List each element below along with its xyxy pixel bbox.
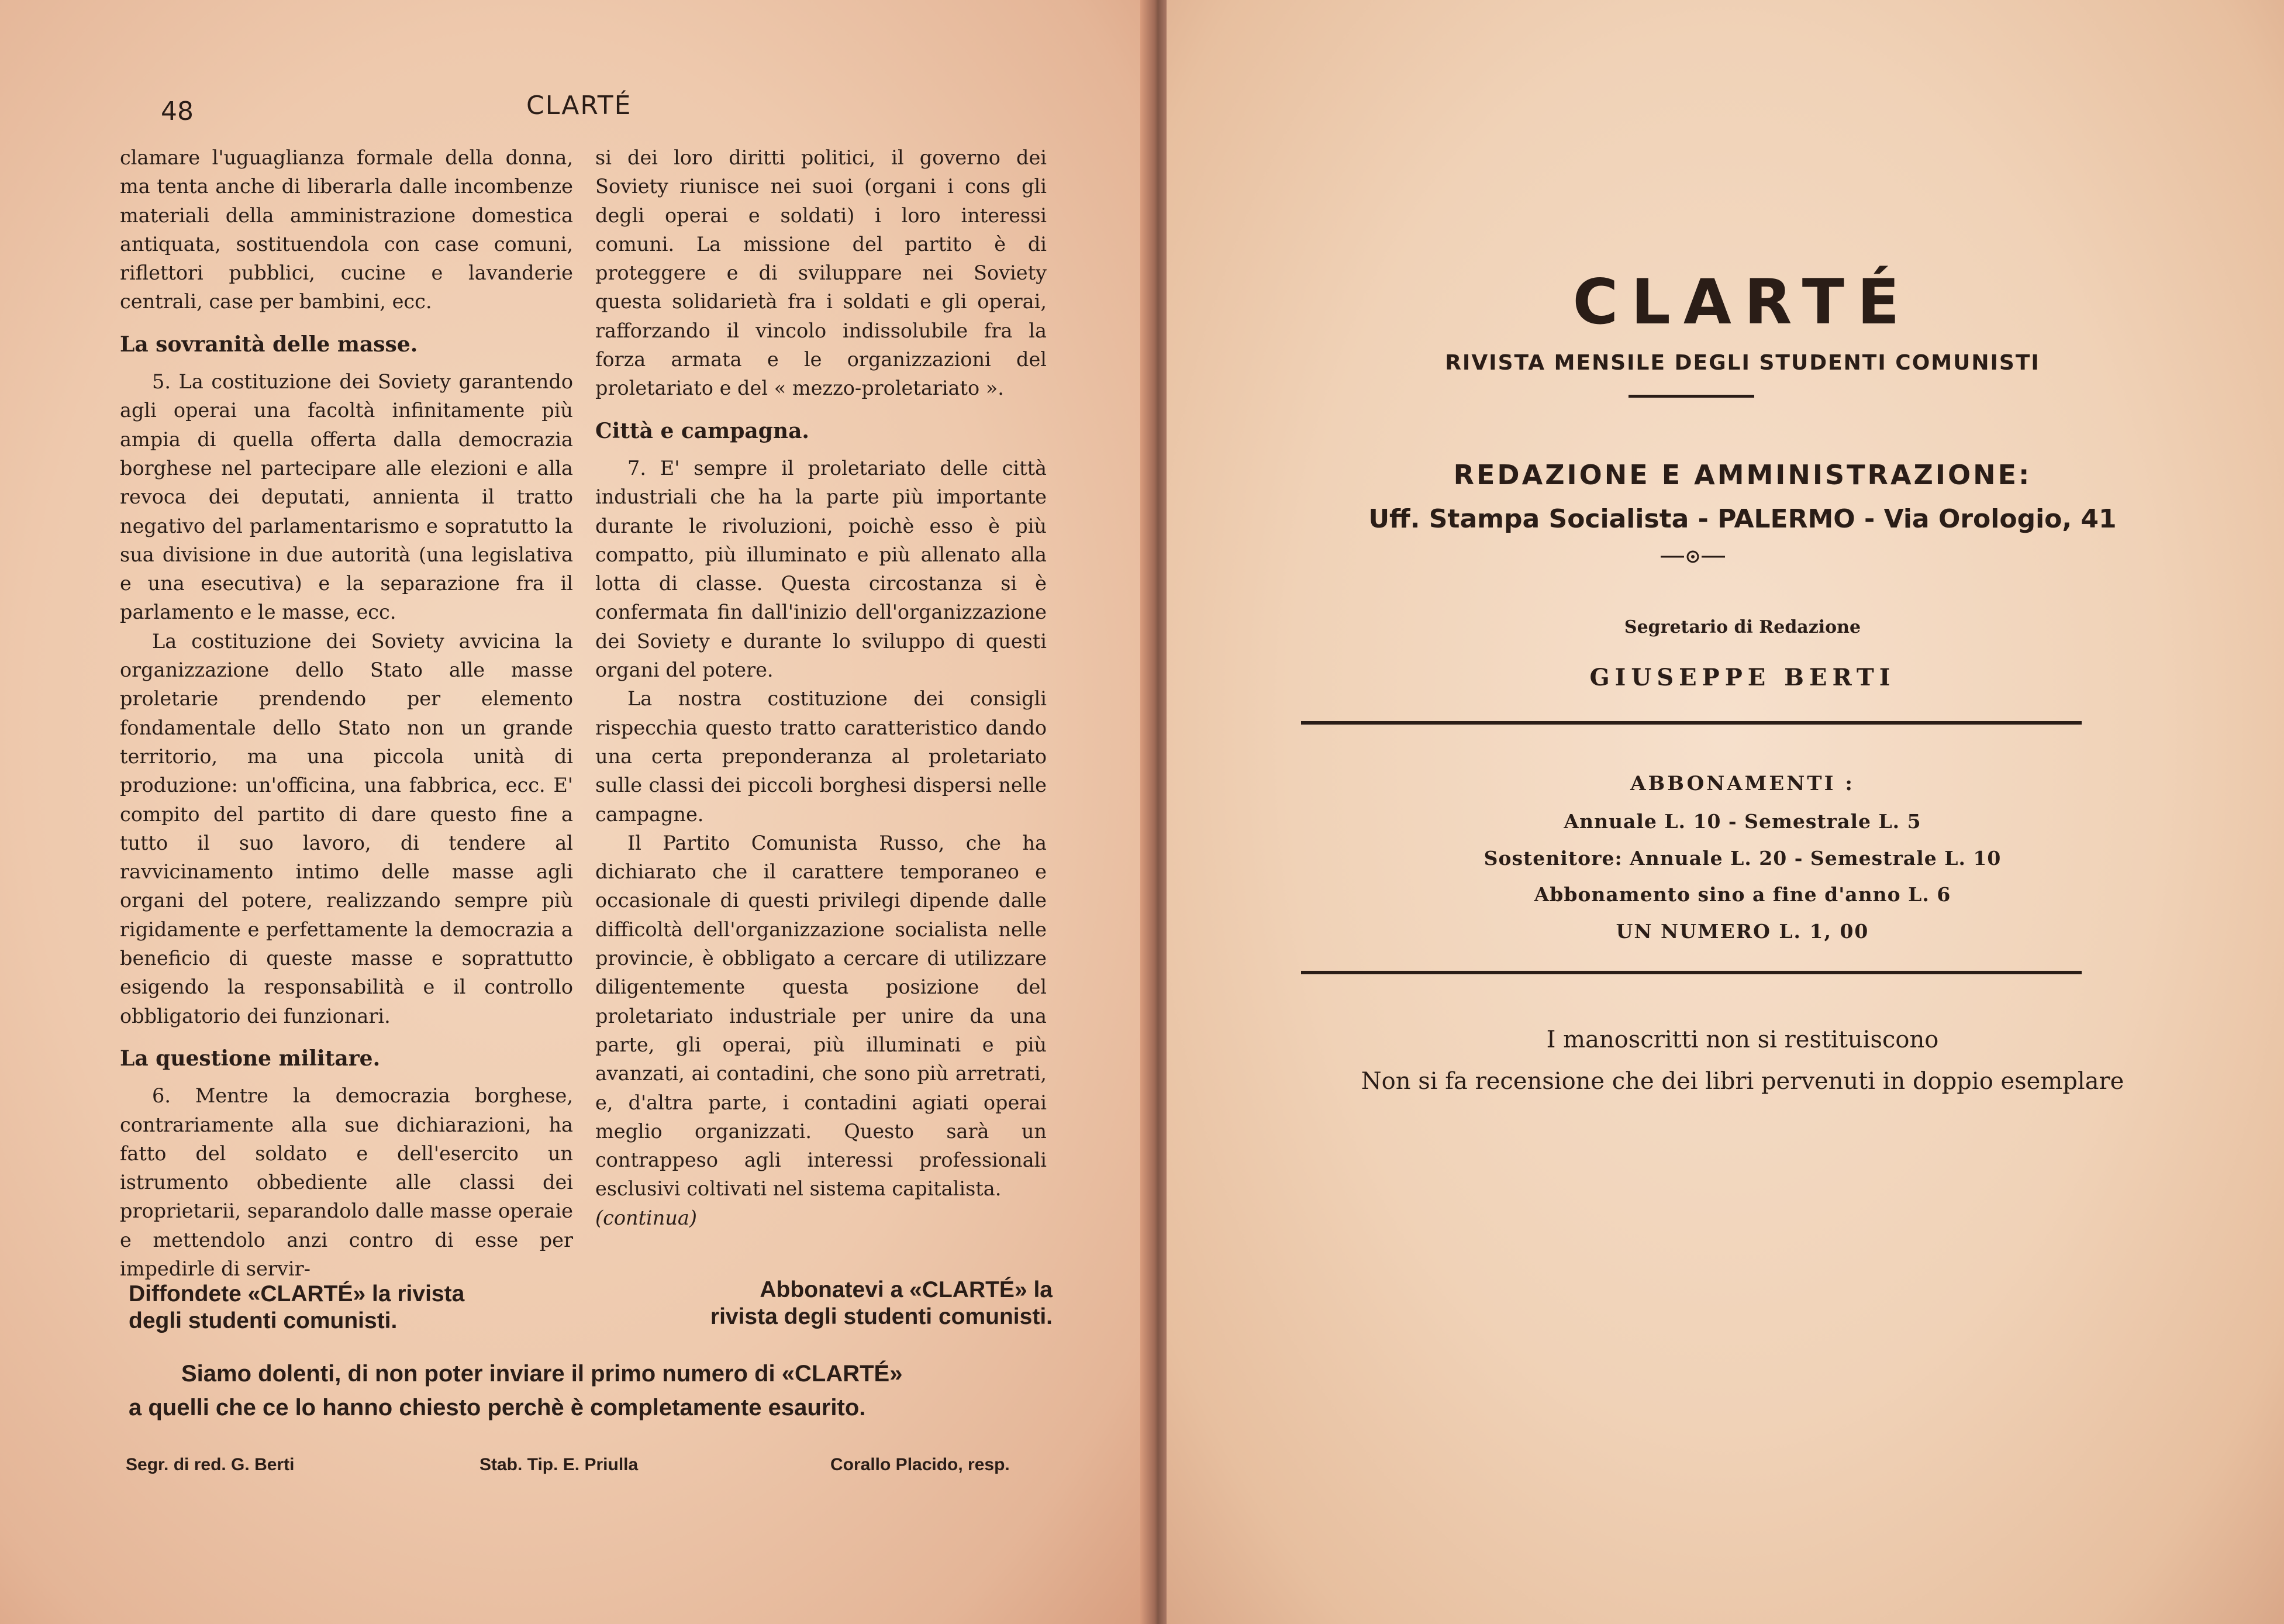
notice-spread bbox=[129, 1281, 573, 1335]
review-note: Non si fa recensione che dei libri pervenuti in doppio esemplare bbox=[1361, 1068, 2124, 1095]
magazine-title: CLARTÉ bbox=[1572, 266, 1913, 338]
magazine-subtitle: RIVISTA MENSILE DEGLI STUDENTI COMUNISTI bbox=[1445, 351, 2040, 375]
editorial-heading: REDAZIONE E AMMINISTRAZIONE: bbox=[1453, 459, 2032, 491]
continued-note: (continua) bbox=[595, 1206, 697, 1229]
divider-top bbox=[1301, 721, 2082, 725]
section-heading: La questione militare. bbox=[120, 1046, 381, 1071]
notice-subscribe bbox=[607, 1277, 1053, 1330]
page-number: 48 bbox=[161, 96, 194, 126]
footer-editor: Segr. di red. G. Berti bbox=[126, 1455, 295, 1474]
footer-printer: Stab. Tip. E. Priulla bbox=[479, 1455, 639, 1474]
secretary-label: Segretario di Redazione bbox=[1624, 617, 1861, 637]
notice-sold-out bbox=[129, 1357, 1055, 1425]
paragraph: 5. La costituzione dei Soviety garantendo agli operai una facoltà infinitamente più ampia di quella offerta dalla democrazia borghese nel partecipare alle elezioni e alla revoca dei deputati, annienta il tratto negativo del parlamentarismo e sopratutto la sua divisione in due autorità (una legislativa e una esecutiva) e la separazione fra il parlamento e le masse, ecc. bbox=[120, 370, 573, 624]
editorial-address: Uff. Stampa Socialista - PALERMO - Via Orologio, 41 bbox=[1368, 504, 2117, 534]
section-heading: La sovranità delle masse. bbox=[120, 332, 418, 357]
secretary-name: GIUSEPPE BERTI bbox=[1589, 664, 1896, 691]
notice-sold-out-line-1: Siamo dolenti, di non poter inviare il primo numero di «CLARTÉ» bbox=[181, 1361, 903, 1387]
subscription-annual: Annuale L. 10 - Semestrale L. 5 bbox=[1564, 810, 1921, 833]
paragraph: La nostra costituzione dei consigli rispecchia questo tratto caratteristico dando una certa preponderanza al proletariato sulle classi dei piccoli borghesi dispersi nelle campagne. bbox=[595, 687, 1047, 826]
footer-responsible: Corallo Placido, resp. bbox=[830, 1455, 1010, 1474]
ornament-icon bbox=[1661, 548, 1725, 566]
paragraph: 6. Mentre la democrazia borghese, contrariamente alla sue dichiarazioni, ha fatto del soldato e dell'esercito un istrumento obbediente alle classi dei proprietarii, separandolo dalle masse operaie e mettendolo anzi contro di esse per impedirle di servir- bbox=[120, 1084, 573, 1280]
paragraph: 7. E' sempre il proletariato delle città industriali che ha la parte più importante durante le rivoluzioni, poichè esso è più compatto, più illuminato e più allenato alla lotta di classe. Questa circostanza si è confermata fin dall'inizio dell'organizzazione dei Soviety e durante lo sviluppo di questi organi del potere. bbox=[595, 456, 1047, 682]
running-head: CLARTÉ bbox=[526, 91, 632, 120]
notice-subscribe-line-1: Abbonatevi a «CLARTÉ» la bbox=[760, 1277, 1053, 1302]
title-underline bbox=[1629, 395, 1754, 398]
paragraph: si dei loro diritti politici, il governo dei Soviety riunisce nei suoi (organi i cons gli degli operai e soldati) i loro interessi comuni. La missione del partito è di proteggere e di sviluppare nei Soviety questa solidarietà fra i soldati e gli operai, rafforzando il vincolo indissolubile fra la forza armata e le organizzazioni del proletariato e del « mezzo-proletariato ». bbox=[595, 146, 1047, 400]
divider-bottom bbox=[1301, 971, 2082, 974]
text-column-left bbox=[120, 143, 573, 1283]
paragraph: La costituzione dei Soviety avvicina la organizzazione dello Stato alle masse proletarie prendendo per elemento fondamentale dello Stato non un grande territorio, ma una piccola unità di produzione: un'officina, una fabbrica, ecc. E' compito del partito di dare questo fine a tutto il suo lavoro, di tendere al ravvicinamento intimo delle masse agli organi del potere, realizzando sempre più rigidamente e perfettamente la democrazia a beneficio di queste masse e soprattutto esigendo la responsabilità e il controllo obbligatorio dei funzionari. bbox=[120, 629, 573, 1028]
subscriptions-title: ABBONAMENTI : bbox=[1630, 772, 1855, 795]
notice-subscribe-line-2: rivista degli studenti comunisti. bbox=[710, 1304, 1053, 1329]
notice-sold-out-line-2: a quelli che ce lo hanno chiesto perchè è completamente esaurito. bbox=[129, 1395, 866, 1420]
manuscripts-note: I manoscritti non si restituiscono bbox=[1546, 1026, 1939, 1053]
notice-spread-line-1: Diffondete «CLARTÉ» la rivista bbox=[129, 1281, 465, 1306]
text-column-right bbox=[595, 143, 1047, 1232]
single-issue-price: UN NUMERO L. 1, 00 bbox=[1616, 920, 1869, 943]
paragraph: Il Partito Comunista Russo, che ha dichiarato che il carattere temporaneo e occasionale di questi privilegi dipende dalle difficoltà dell'organizzazione socialista nelle provincie, è obbligato a cercare di utilizzare diligentemente questa posizione del proletariato industriale per unire da una parte, gli operai, più illuminati e più avanzati, ai contadini, che sono più arretrati, e, d'altra parte, i contadini agiati operai meglio organizzati. Questo sarà un contrappeso agli interessi professionali esclusivi coltivati nel sistema capitalista. bbox=[595, 831, 1047, 1201]
subscription-supporter: Sostenitore: Annuale L. 20 - Semestrale L. 10 bbox=[1483, 847, 2002, 870]
paragraph: clamare l'uguaglianza formale della donna, ma tenta anche di liberarla dalle incombenze materiali della amministrazione domestica antiquata, sostituendola con case comuni, riflettori pubblici, cucine e lavanderie centrali, case per bambini, ecc. bbox=[120, 146, 573, 313]
subscription-year-end: Abbonamento sino a fine d'anno L. 6 bbox=[1534, 883, 1951, 906]
section-heading: Città e campagna. bbox=[595, 418, 809, 443]
notice-spread-line-2: degli studenti comunisti. bbox=[129, 1308, 398, 1333]
